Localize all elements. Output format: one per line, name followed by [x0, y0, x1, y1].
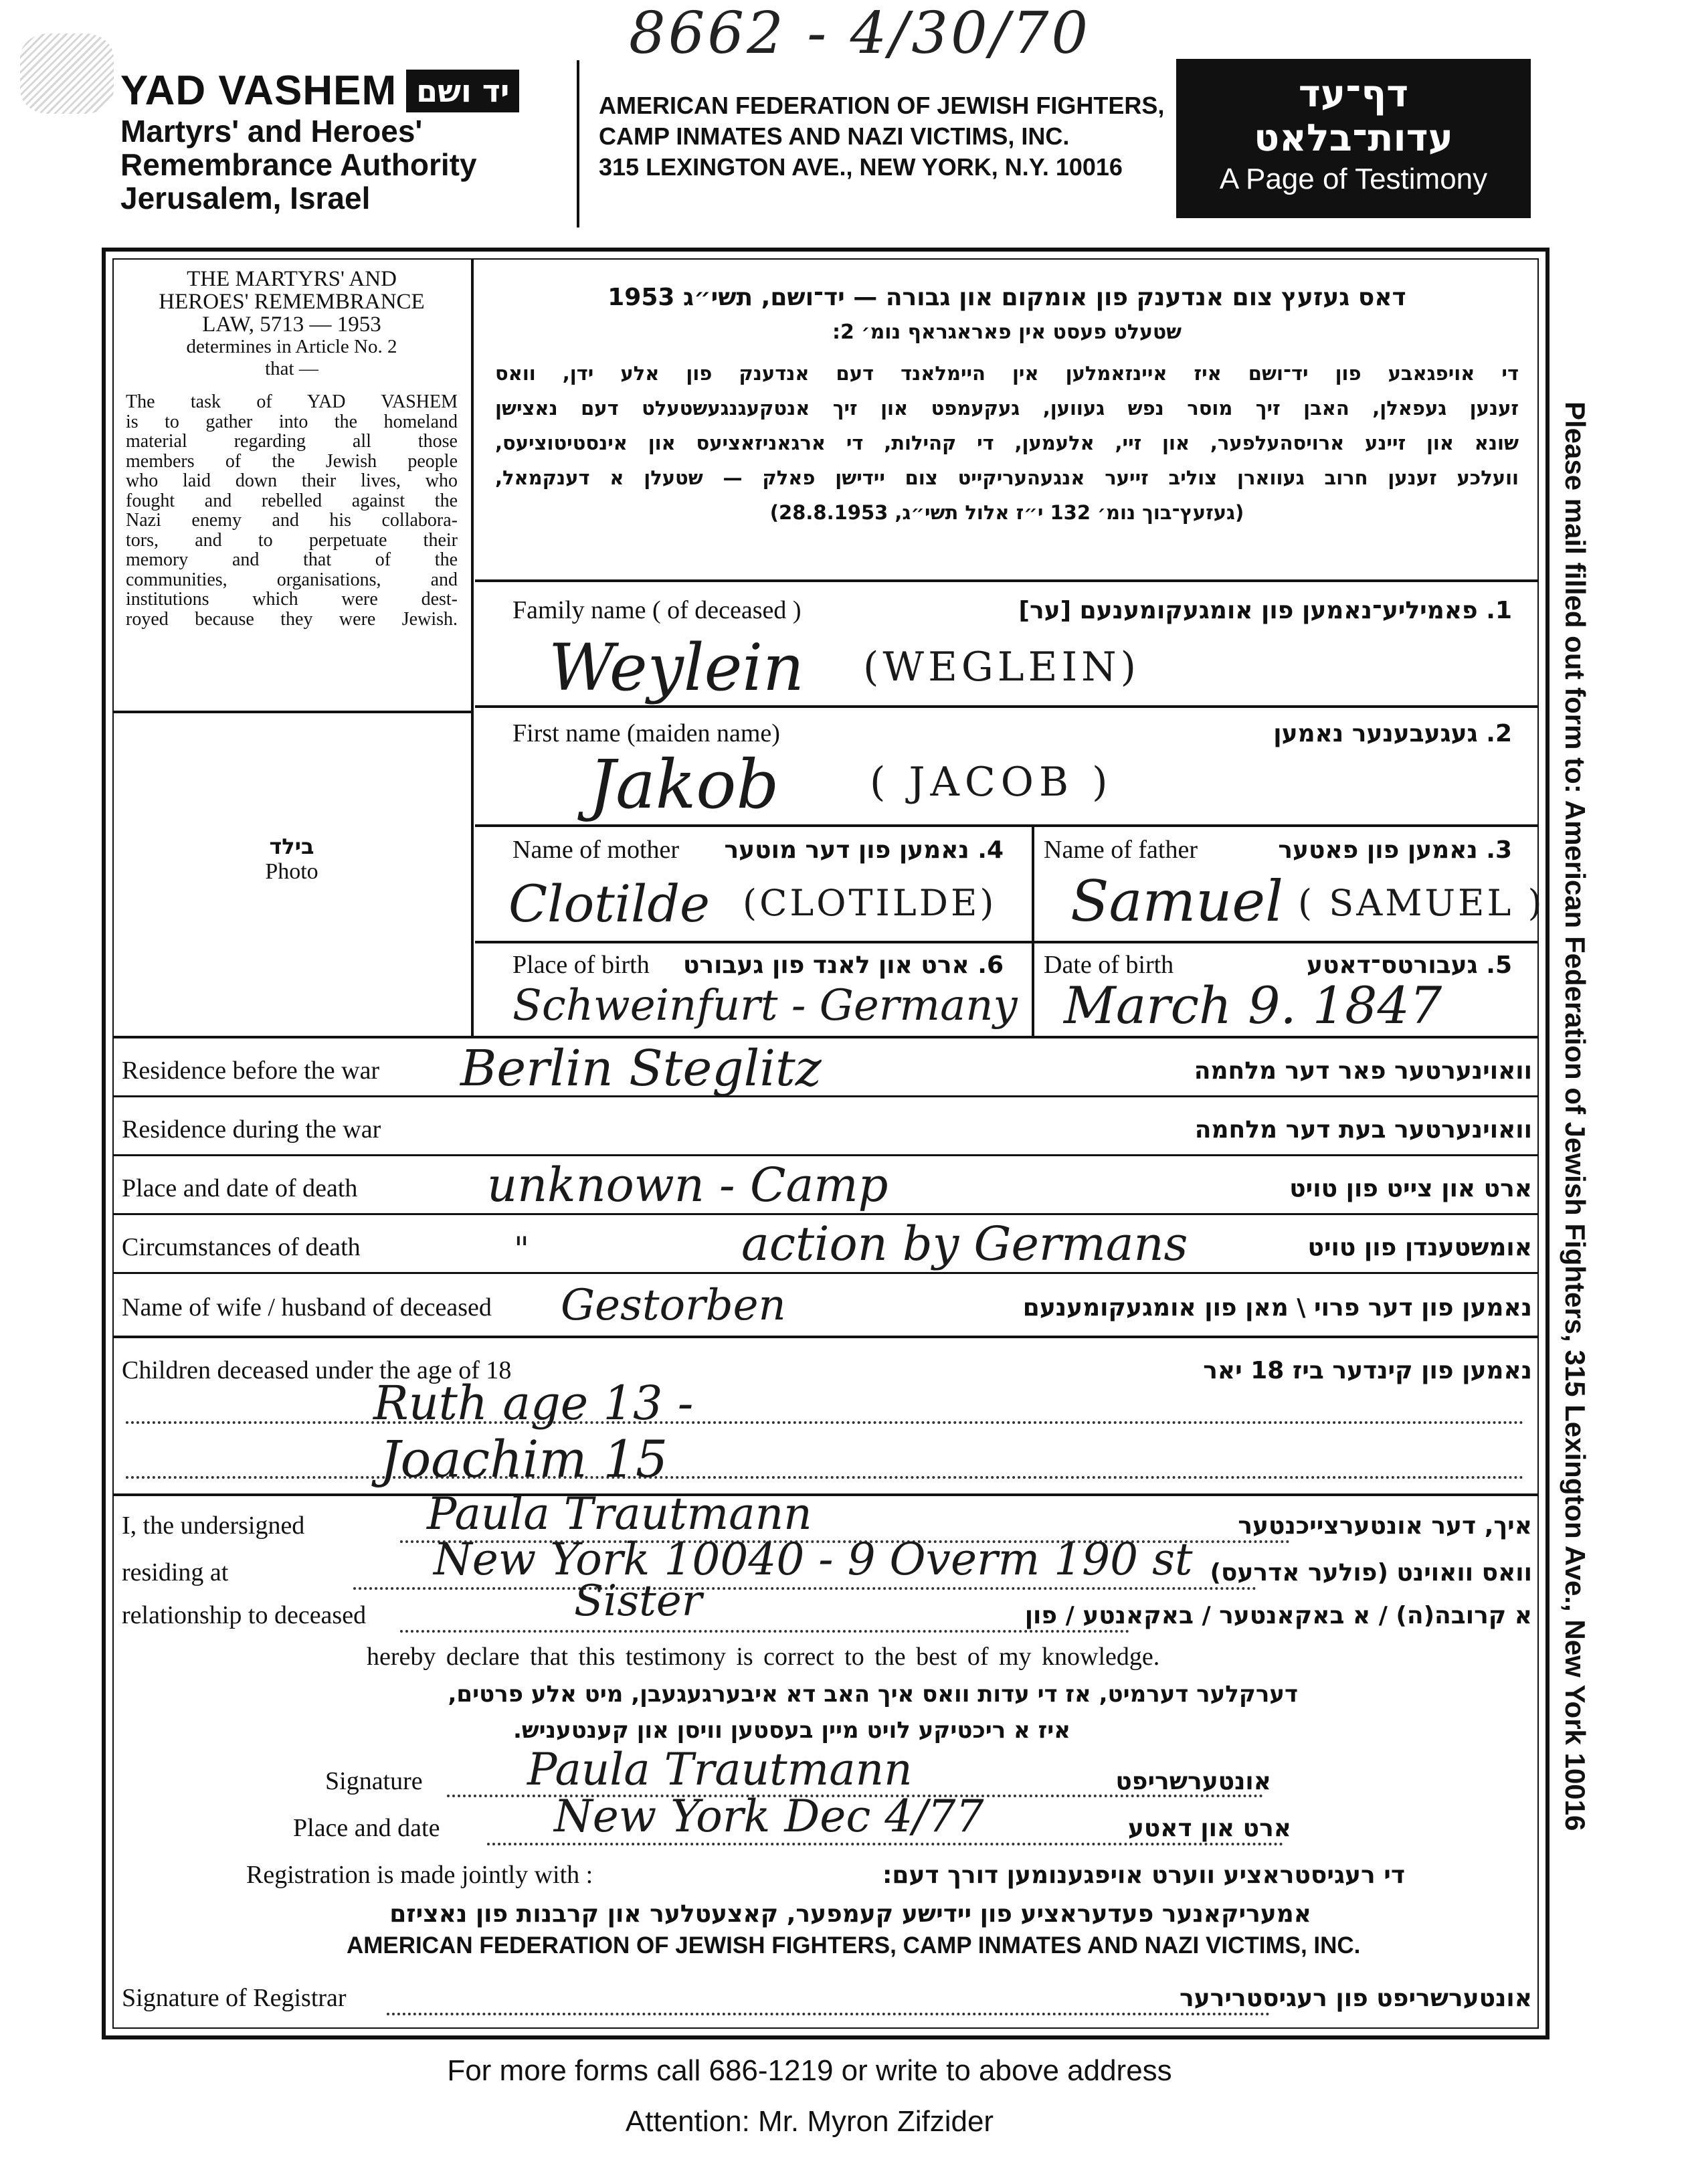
place-date-label: Place and date — [293, 1814, 440, 1842]
file-number-note: 8662 - 4/30/70 — [629, 0, 1091, 67]
mother-label: Name of mother — [512, 836, 680, 864]
yad-vashem-title: YAD VASHEM — [120, 68, 397, 114]
law-heading1: THE MARTYRS' AND — [187, 267, 397, 291]
children-line2[interactable]: Joachim 15 — [380, 1429, 668, 1489]
children-line1-dots — [126, 1421, 1524, 1424]
law-body-line: institutions which were dest- — [126, 589, 458, 610]
law-body-line: is to gather into the homeland — [126, 411, 458, 432]
footer-line1: For more forms call 686-1219 or write to above address — [447, 2054, 1172, 2087]
undersigned-label: I, the undersigned — [122, 1512, 305, 1540]
photo-label-hebrew: בילד — [269, 834, 314, 859]
declaration-statement: hereby declare that this testimony is correct to the best of my knowledge. — [367, 1643, 1160, 1671]
family-name-value[interactable]: Weylein — [549, 630, 804, 705]
death-circumstances-label-hebrew: אומשטענדן פון טויט — [1307, 1234, 1532, 1261]
law-body-line: Nazi enemy and his collabora- — [126, 510, 458, 531]
family-name-print[interactable]: (WEGLEIN) — [863, 644, 1141, 691]
father-print[interactable]: ( SAMUEL ) — [1298, 882, 1545, 924]
death-place-row[interactable] — [112, 1156, 1539, 1215]
residence-before-row[interactable] — [112, 1038, 1539, 1097]
header-left-line2: Remembrance Authority — [120, 147, 477, 182]
mother-print[interactable]: (CLOTILDE) — [743, 882, 997, 924]
relationship-value[interactable]: Sister — [574, 1576, 702, 1626]
father-label-hebrew: 3. נאמען פון פאטער — [1278, 836, 1512, 864]
yiddish-law-line: די אויפגאבע פון יד־ושם איז איינזאמלען אין היימלאנד דעם אנדענק פון אלע ידן, וואס — [495, 362, 1519, 385]
spouse-label: Name of wife / husband of deceased — [122, 1293, 492, 1322]
registration-label: Registration is made jointly with : — [246, 1861, 593, 1889]
law-body-line: who laid down their lives, who — [126, 470, 458, 491]
declaration-statement-hebrew2: איז א ריכטיקע לויט מיין בעסטען וויסן און קענטעניש. — [512, 1717, 1070, 1744]
birth-divider — [1032, 943, 1034, 1037]
federation-name: AMERICAN FEDERATION OF JEWISH FIGHTERS, CAMP INMATES AND NAZI VICTIMS, INC. — [347, 1932, 1361, 1959]
relationship-label: relationship to deceased — [122, 1601, 367, 1629]
yiddish-law-body — [475, 356, 1539, 530]
family-name-label: Family name ( of deceased ) — [512, 596, 802, 624]
relationship-dots — [400, 1630, 1129, 1633]
death-place-value[interactable]: unknown - Camp — [487, 1158, 888, 1212]
yiddish-law-line: זענען געפאלן, האבן זיך מוסר נפש געווען, געקעמפט און זיך אנטקעגנגעשטעלט דעם נאצישן — [495, 397, 1519, 420]
law-body — [126, 392, 458, 629]
signature-label-hebrew: אונטערשריפט — [1115, 1768, 1271, 1795]
header-right-heb2: עדות־בלאט — [1254, 116, 1453, 160]
header-right-heb1: דף־עד — [1298, 72, 1409, 116]
residing-value[interactable]: New York 10040 - 9 Overm 190 st — [434, 1534, 1193, 1585]
footer-line2: Attention: Mr. Myron Zifzider — [625, 2105, 994, 2138]
children-line1[interactable]: Ruth age 13 - — [373, 1376, 694, 1431]
family-name-label-hebrew: 1. פאמיליע־נאמען פון אומגעקומענעם [ער] — [1018, 597, 1512, 624]
header-left — [120, 67, 575, 215]
death-circumstances-ditto: " — [514, 1230, 529, 1269]
law-heading5: that — — [265, 358, 318, 379]
mother-value[interactable]: Clotilde — [508, 874, 710, 933]
law-body-line: members of the Jewish people — [126, 450, 458, 472]
parents-divider — [1032, 827, 1034, 941]
yiddish-law-section — [475, 258, 1539, 582]
first-name-row[interactable] — [475, 708, 1539, 827]
residence-during-row[interactable] — [112, 1097, 1539, 1156]
header-left-line1: Martyrs' and Heroes' — [120, 114, 423, 149]
header-center-line2: CAMP INMATES AND NAZI VICTIMS, INC. — [599, 122, 1070, 150]
law-body-line: royed because they were Jewish. — [126, 608, 458, 630]
birthdate-label-hebrew: 5. געבורטס־דאטע — [1307, 951, 1512, 979]
law-body-line: The task of YAD VASHEM — [126, 391, 458, 412]
stamp-smudge — [20, 33, 114, 114]
death-circumstances-value[interactable]: action by Germans — [741, 1216, 1188, 1271]
residing-label: residing at — [122, 1558, 229, 1586]
father-label: Name of father — [1044, 836, 1198, 864]
children-label: Children deceased under the age of 18 — [122, 1356, 512, 1384]
death-place-label-hebrew: ארט און צייט פון טויט — [1289, 1175, 1532, 1202]
yiddish-law-title: דאס געזעץ צום אנדענק פון אומקום און גבורה — יד־ושם, תשי״ג 1953 — [607, 284, 1406, 311]
residing-label-hebrew: וואס וואוינט (פולער אדרעס) — [1210, 1559, 1532, 1586]
death-circumstances-label: Circumstances of death — [122, 1233, 361, 1261]
first-name-value[interactable]: Jakob — [589, 745, 779, 824]
children-line2-dots — [126, 1476, 1524, 1479]
header-right-title: A Page of Testimony — [1219, 163, 1488, 195]
header-center — [599, 90, 1174, 183]
place-date-dots — [487, 1843, 1283, 1845]
undersigned-label-hebrew: איך, דער אונטערצייכנטער — [1238, 1512, 1532, 1540]
spouse-row[interactable] — [112, 1274, 1539, 1338]
header-left-line3: Jerusalem, Israel — [120, 181, 371, 215]
registrar-label-hebrew: אונטערשריפט פון רעגיסטרירער — [1180, 1985, 1532, 2012]
residence-during-label: Residence during the war — [122, 1115, 381, 1144]
children-section — [112, 1338, 1539, 1496]
parents-row — [475, 827, 1545, 943]
declaration-section — [112, 1488, 1539, 2029]
law-body-line: material regarding all those — [126, 431, 458, 452]
death-place-label: Place and date of death — [122, 1174, 358, 1202]
birthplace-label: Place of birth — [512, 951, 650, 979]
yiddish-law-line: וועלכע זענען חרוב געווארן צוליב זייער אנגעהעריקייט צום יידישן פאלק — שטעלן א דענקמאל, — [495, 466, 1519, 489]
birthplace-label-hebrew: 6. ארט און לאנד פון געבורט — [682, 951, 1004, 979]
birth-row — [475, 943, 1539, 1037]
birthdate-label: Date of birth — [1044, 951, 1174, 979]
father-value[interactable]: Samuel — [1070, 869, 1283, 934]
death-circumstances-row[interactable] — [112, 1215, 1539, 1274]
signature-value[interactable]: Paula Trautmann — [527, 1744, 913, 1795]
photo-label: Photo — [265, 859, 318, 884]
first-name-label: First name (maiden name) — [512, 719, 780, 747]
yiddish-law-subtitle: שטעלט פעסט אין פאראגראף נומ׳ 2: — [832, 321, 1182, 344]
children-label-hebrew: נאמען פון קינדער ביז 18 יאר — [1203, 1357, 1532, 1384]
birthplace-value[interactable]: Schweinfurt - Germany — [512, 981, 1018, 1030]
residence-before-value[interactable]: Berlin Steglitz — [460, 1040, 822, 1097]
law-heading2: HEROES' REMEMBRANCE — [159, 290, 425, 314]
spouse-label-hebrew: נאמען פון דער פרוי \ מאן פון אומגעקומענעם — [1022, 1294, 1532, 1322]
first-name-label-hebrew: 2. געגעבענער נאמען — [1273, 720, 1512, 747]
mail-instructions: Please mail filled out form to: American Federation of Jewish Fighters, 315 Lexington Ave., New York 10016 — [1560, 401, 1591, 1831]
page-of-testimony-box — [1176, 59, 1531, 218]
registrar-dots — [387, 2013, 1270, 2015]
law-box — [112, 258, 474, 713]
birthdate-value[interactable]: March 9. 1847 — [1064, 976, 1442, 1035]
photo-area — [112, 713, 474, 1036]
law-heading4: determines in Article No. 2 — [186, 336, 397, 357]
law-body-line: tors, and to perpetuate their — [126, 529, 458, 551]
registration-label-hebrew: די רעגיסטראציע ווערט אויפגענומען דורך דעם: — [882, 1861, 1405, 1889]
residence-during-label-hebrew: וואוינערטער בעת דער מלחמה — [1194, 1116, 1532, 1144]
yad-vashem-hebrew-logo: יד ושם — [406, 70, 519, 112]
yiddish-law-line: (געזעץ־בוך נומ׳ 132 י״ז אלול תשי״ג, 28.8.1953) — [769, 501, 1244, 524]
signature-label: Signature — [325, 1767, 423, 1795]
family-name-row[interactable] — [475, 582, 1539, 708]
residence-before-label-hebrew: וואוינערטער פאר דער מלחמה — [1194, 1057, 1532, 1085]
registrar-label: Signature of Registrar — [122, 1984, 347, 2012]
federation-hebrew: אמעריקאנער פעדעראציע פון יידישע קעמפער, קאצעטלער און קרבנות פון נאציזם — [389, 1900, 1311, 1928]
yiddish-law-line: שונא און זיינע ארויסהעלפער, און זיי, אלעמען, די קהילות, די ארגאניזאציעס און אינסטיטוציעס, — [495, 432, 1519, 454]
spouse-value[interactable]: Gestorben — [561, 1281, 786, 1330]
residing-dots — [353, 1587, 1256, 1590]
header-divider — [577, 60, 579, 227]
law-heading3: LAW, 5713 — 1953 — [202, 312, 381, 337]
mother-label-hebrew: 4. נאמען פון דער מוטער — [724, 836, 1004, 864]
relationship-label-hebrew: א קרובה(ה) / א באקאנטער / באקאנטע / פון — [1024, 1602, 1532, 1629]
header-center-line1: AMERICAN FEDERATION OF JEWISH FIGHTERS, — [599, 92, 1165, 119]
place-date-label-hebrew: ארט און דאטע — [1127, 1815, 1291, 1842]
first-name-print[interactable]: ( JACOB ) — [870, 759, 1113, 806]
law-body-line: fought and rebelled against the — [126, 490, 458, 511]
law-body-line: memory and that of the — [126, 549, 458, 570]
declaration-statement-hebrew1: דערקלער דערמיט, אז די עדות וואס איך האב דא איבערגעגעבן, מיט אלע פרטים, — [448, 1681, 1298, 1708]
law-body-line: communities, organisations, and — [126, 569, 458, 590]
residence-before-label: Residence before the war — [122, 1057, 380, 1085]
header-center-line3: 315 LEXINGTON AVE., NEW YORK, N.Y. 10016 — [599, 153, 1123, 181]
place-date-value[interactable]: New York Dec 4/77 — [554, 1791, 984, 1842]
undersigned-value[interactable]: Paula Trautmann — [427, 1488, 812, 1540]
